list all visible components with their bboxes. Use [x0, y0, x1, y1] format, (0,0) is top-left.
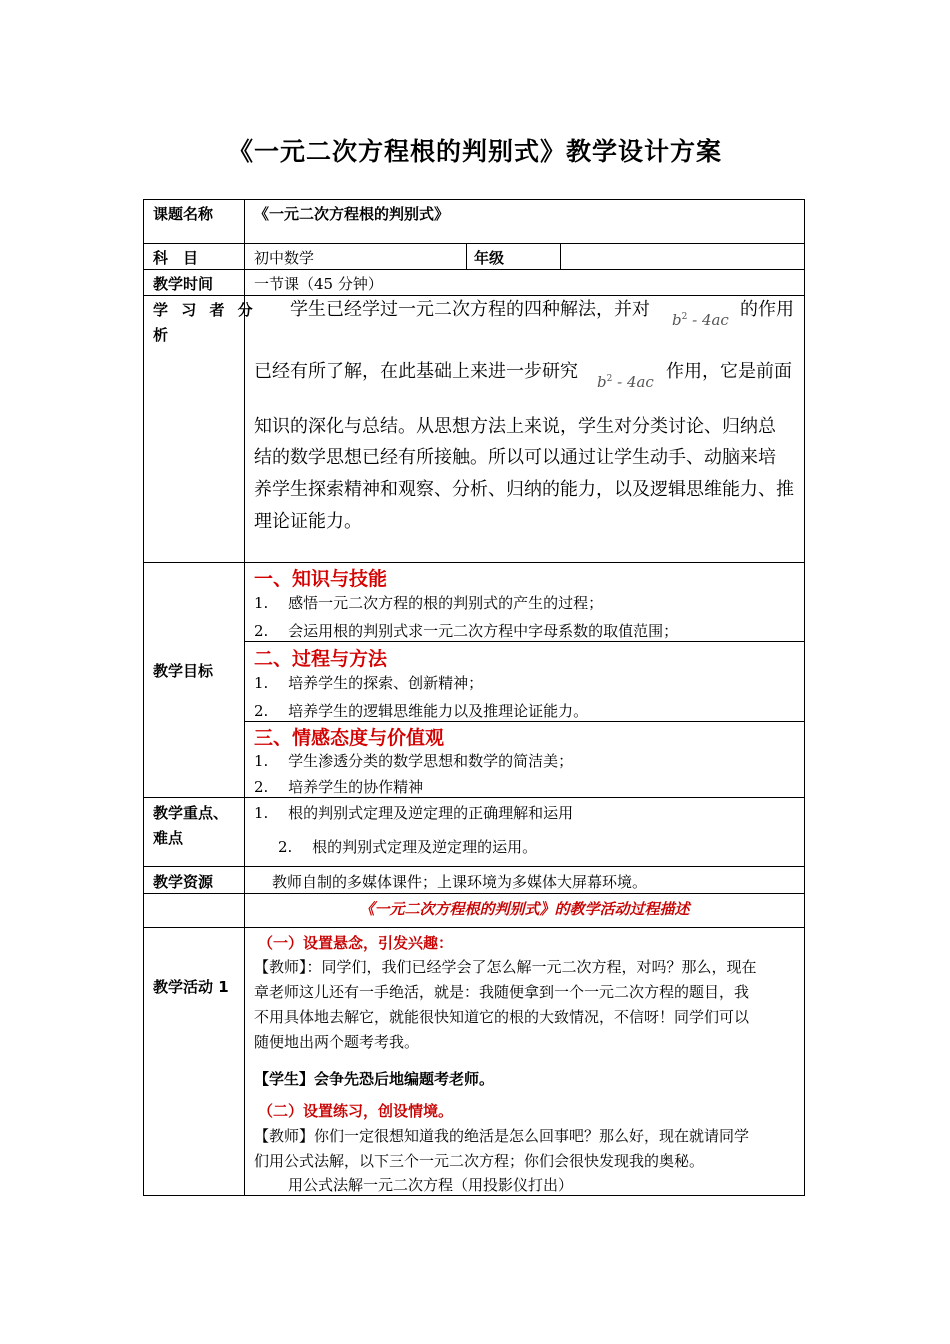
goals-item: 1. 培养学生的探索、创新精神；	[254, 674, 484, 692]
time-label: 教学时间	[153, 275, 214, 293]
learner-label-2: 析	[153, 326, 169, 344]
topic-label: 课题名称	[153, 205, 214, 223]
topic-value: 《一元二次方程根的判别式》	[254, 205, 450, 223]
key-point-item: 2. 根的判别式定理及逆定理的运用。	[278, 838, 538, 856]
goals-item: 2. 培养学生的逻辑思维能力以及推理论证能力。	[254, 702, 589, 720]
activity-text-line: 随便地出两个题考考我。	[254, 1033, 420, 1051]
subject-label: 科 目	[153, 249, 199, 267]
grade-label: 年级	[474, 249, 505, 267]
activity-section-2: （二）设置练习，创设情境。	[258, 1102, 454, 1120]
learner-line-4: 结的数学思想已经有所接触。所以可以通过让学生动手、动脑来培	[254, 447, 776, 468]
learner-label: 学 习 者 分	[153, 301, 257, 319]
discriminant-formula-1: $b^2 - 4ac$	[672, 311, 729, 329]
activity-text-line: 【教师】你们一定很想知道我的绝活是怎么回事吧？那么好，现在就请同学	[254, 1127, 750, 1145]
activity-label: 教学活动 1	[153, 978, 229, 996]
activity-text-line: 们用公式法解，以下三个一元二次方程；你们会很快发现我的奥秘。	[254, 1152, 705, 1170]
learner-line-1a: 学生已经学过一元二次方程的四种解法，并对	[290, 299, 650, 320]
goals-item: 2. 培养学生的协作精神	[254, 778, 424, 796]
learner-line-3: 知识的深化与总结。从思想方法上来说，学生对分类讨论、归纳总	[254, 416, 776, 437]
subject-value: 初中数学	[254, 249, 315, 267]
activity-text-line: 章老师这儿还有一手绝活，就是：我随便拿到一个一元二次方程的题目，我	[254, 983, 750, 1001]
goals-heading-2: 二、过程与方法	[254, 648, 388, 670]
page-title: 《一元二次方程根的判别式》教学设计方案	[227, 137, 722, 166]
activity-text-line: 不用具体地去解它，就能很快知道它的根的大致情况，不信呀！同学们可以	[254, 1008, 750, 1026]
learner-line-1b: 的作用	[740, 299, 794, 320]
activity-text-line: 【教师】：同学们，我们已经学会了怎么解一元二次方程，对吗？那么，现在	[254, 958, 757, 976]
goals-label: 教学目标	[153, 662, 214, 680]
learner-line-6: 理论证能力。	[254, 511, 362, 532]
activity-section-1: （一）设置悬念，引发兴趣：	[258, 934, 454, 952]
activity-text-line: 用公式法解一元二次方程（用投影仪打出）	[288, 1176, 574, 1194]
goals-item: 2. 会运用根的判别式求一元二次方程中字母系数的取值范围；	[254, 622, 679, 640]
learner-line-5: 养学生探索精神和观察、分析、归纳的能力，以及逻辑思维能力、推	[254, 479, 794, 500]
learner-line-2a: 已经有所了解，在此基础上来进一步研究	[254, 361, 578, 382]
activity-student: 【学生】会争先恐后地编题考老师。	[254, 1070, 495, 1088]
learner-line-2b: 作用，它是前面	[666, 361, 792, 382]
goals-item: 1. 感悟一元二次方程的根的判别式的产生的过程；	[254, 594, 604, 612]
resources-label: 教学资源	[153, 873, 214, 891]
key-point-item: 1. 根的判别式定理及逆定理的正确理解和运用	[254, 804, 574, 822]
key-points-label-2: 难点	[153, 829, 184, 847]
key-points-label: 教学重点、	[153, 804, 229, 822]
goals-item: 1. 学生渗透分类的数学思想和数学的简洁美；	[254, 752, 574, 770]
time-value: 一节课（45 分钟）	[254, 275, 383, 293]
process-heading: 《一元二次方程根的判别式》的教学活动过程描述	[359, 900, 690, 918]
goals-heading-3: 三、情感态度与价值观	[254, 727, 445, 749]
discriminant-formula-2: $b^2 - 4ac$	[597, 373, 654, 391]
resources-value: 教师自制的多媒体课件；上课环境为多媒体大屏幕环境。	[272, 873, 648, 891]
goals-heading-1: 一、知识与技能	[254, 568, 388, 590]
